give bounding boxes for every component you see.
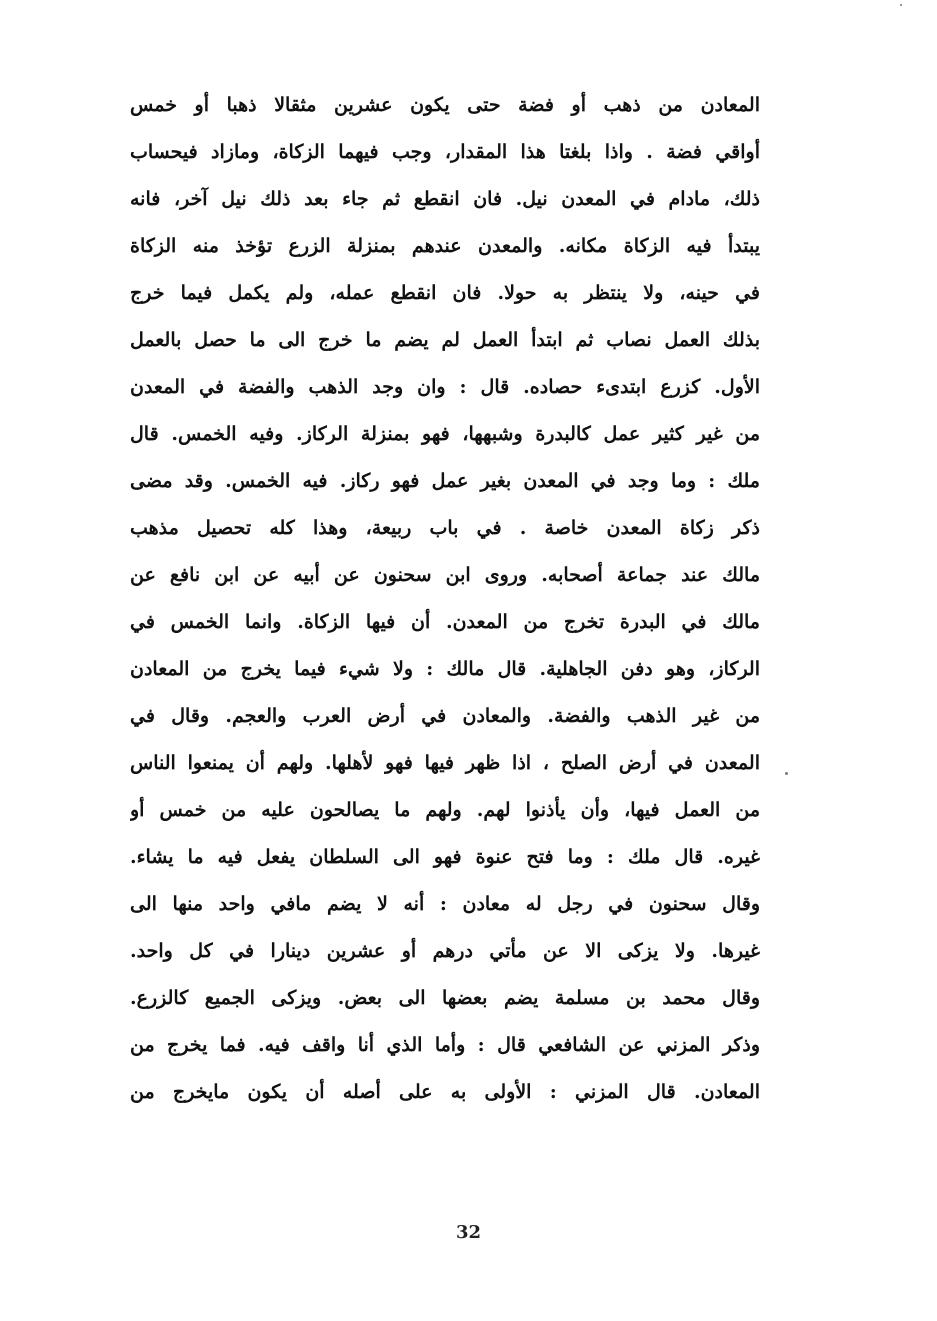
text-line: المعدن في أرض الصلح ، اذا ظهر فيها فهو لأهلها. ولهم أن يمنعوا الناس — [130, 752, 760, 774]
text-line: من العمل فيها، وأن يأذنوا لهم. ولهم ما يصالحون عليه من خمس أو — [130, 799, 760, 821]
text-line: غيرها. ولا يزكى الا عن مأتي درهم أو عشرين دينارا في كل واحد. — [130, 940, 760, 962]
text-line: المعادن. قال المزني : الأولى به على أصله أن يكون مايخرج من — [130, 1081, 760, 1103]
text-line: ذكر زكاة المعدن خاصة . في باب ربيعة، وهذا كله تحصيل مذهب — [130, 517, 760, 539]
text-line: ملك : وما وجد في المعدن بغير عمل فهو ركاز. فيه الخمس. وقد مضى — [130, 470, 760, 492]
text-line: وقال محمد بن مسلمة يضم بعضها الى بعض. ويزكى الجميع كالزرع. — [130, 987, 760, 1009]
text-line: مالك عند جماعة أصحابه. وروى ابن سحنون عن أبيه عن ابن نافع عن — [130, 564, 760, 586]
scan-speck — [900, 4, 902, 6]
page-number: 32 — [455, 1222, 482, 1243]
text-line: غيره. قال ملك : وما فتح عنوة فهو الى السلطان يفعل فيه ما يشاء. — [130, 846, 760, 868]
text-line: وذكر المزني عن الشافعي قال : وأما الذي أنا واقف فيه. فما يخرج من — [130, 1034, 760, 1056]
text-line: وقال سحنون في رجل له معادن : أنه لا يضم مافي واحد منها الى — [130, 893, 760, 915]
text-line: أواقي فضة . واذا بلغتا هذا المقدار، وجب فيهما الزكاة، ومازاد فيحساب — [130, 141, 760, 163]
text-line: مالك في البدرة تخرج من المعدن. أن فيها الزكاة. وانما الخمس في — [130, 611, 760, 633]
text-line: ذلك، مادام في المعدن نيل. فان انقطع ثم جاء بعد ذلك نيل آخر، فانه — [130, 188, 760, 210]
body-text — [130, 82, 760, 1116]
text-line: بذلك العمل نصاب ثم ابتدأ العمل لم يضم ما خرج الى ما حصل بالعمل — [130, 329, 760, 351]
text-line: من غير كثير عمل كالبدرة وشبهها، فهو بمنزلة الركاز. وفيه الخمس. قال — [130, 423, 760, 445]
text-line: الركاز، وهو دفن الجاهلية. قال مالك : ولا شيء فيما يخرج من المعادن — [130, 658, 760, 680]
text-line: من غير الذهب والفضة. والمعادن في أرض العرب والعجم. وقال في — [130, 705, 760, 727]
scan-speck — [785, 772, 788, 775]
text-line: يبتدأ فيه الزكاة مكانه. والمعدن عندهم بمنزلة الزرع تؤخذ منه الزكاة — [130, 235, 760, 257]
text-line: في حينه، ولا ينتظر به حولا. فان انقطع عمله، ولم يكمل فيما خرج — [130, 282, 760, 304]
text-line: المعادن من ذهب أو فضة حتى يكون عشرين مثقالا ذهبا أو خمس — [130, 94, 760, 116]
text-line: الأول. كزرع ابتدىء حصاده. قال : وان وجد الذهب والفضة في المعدن — [130, 376, 760, 398]
